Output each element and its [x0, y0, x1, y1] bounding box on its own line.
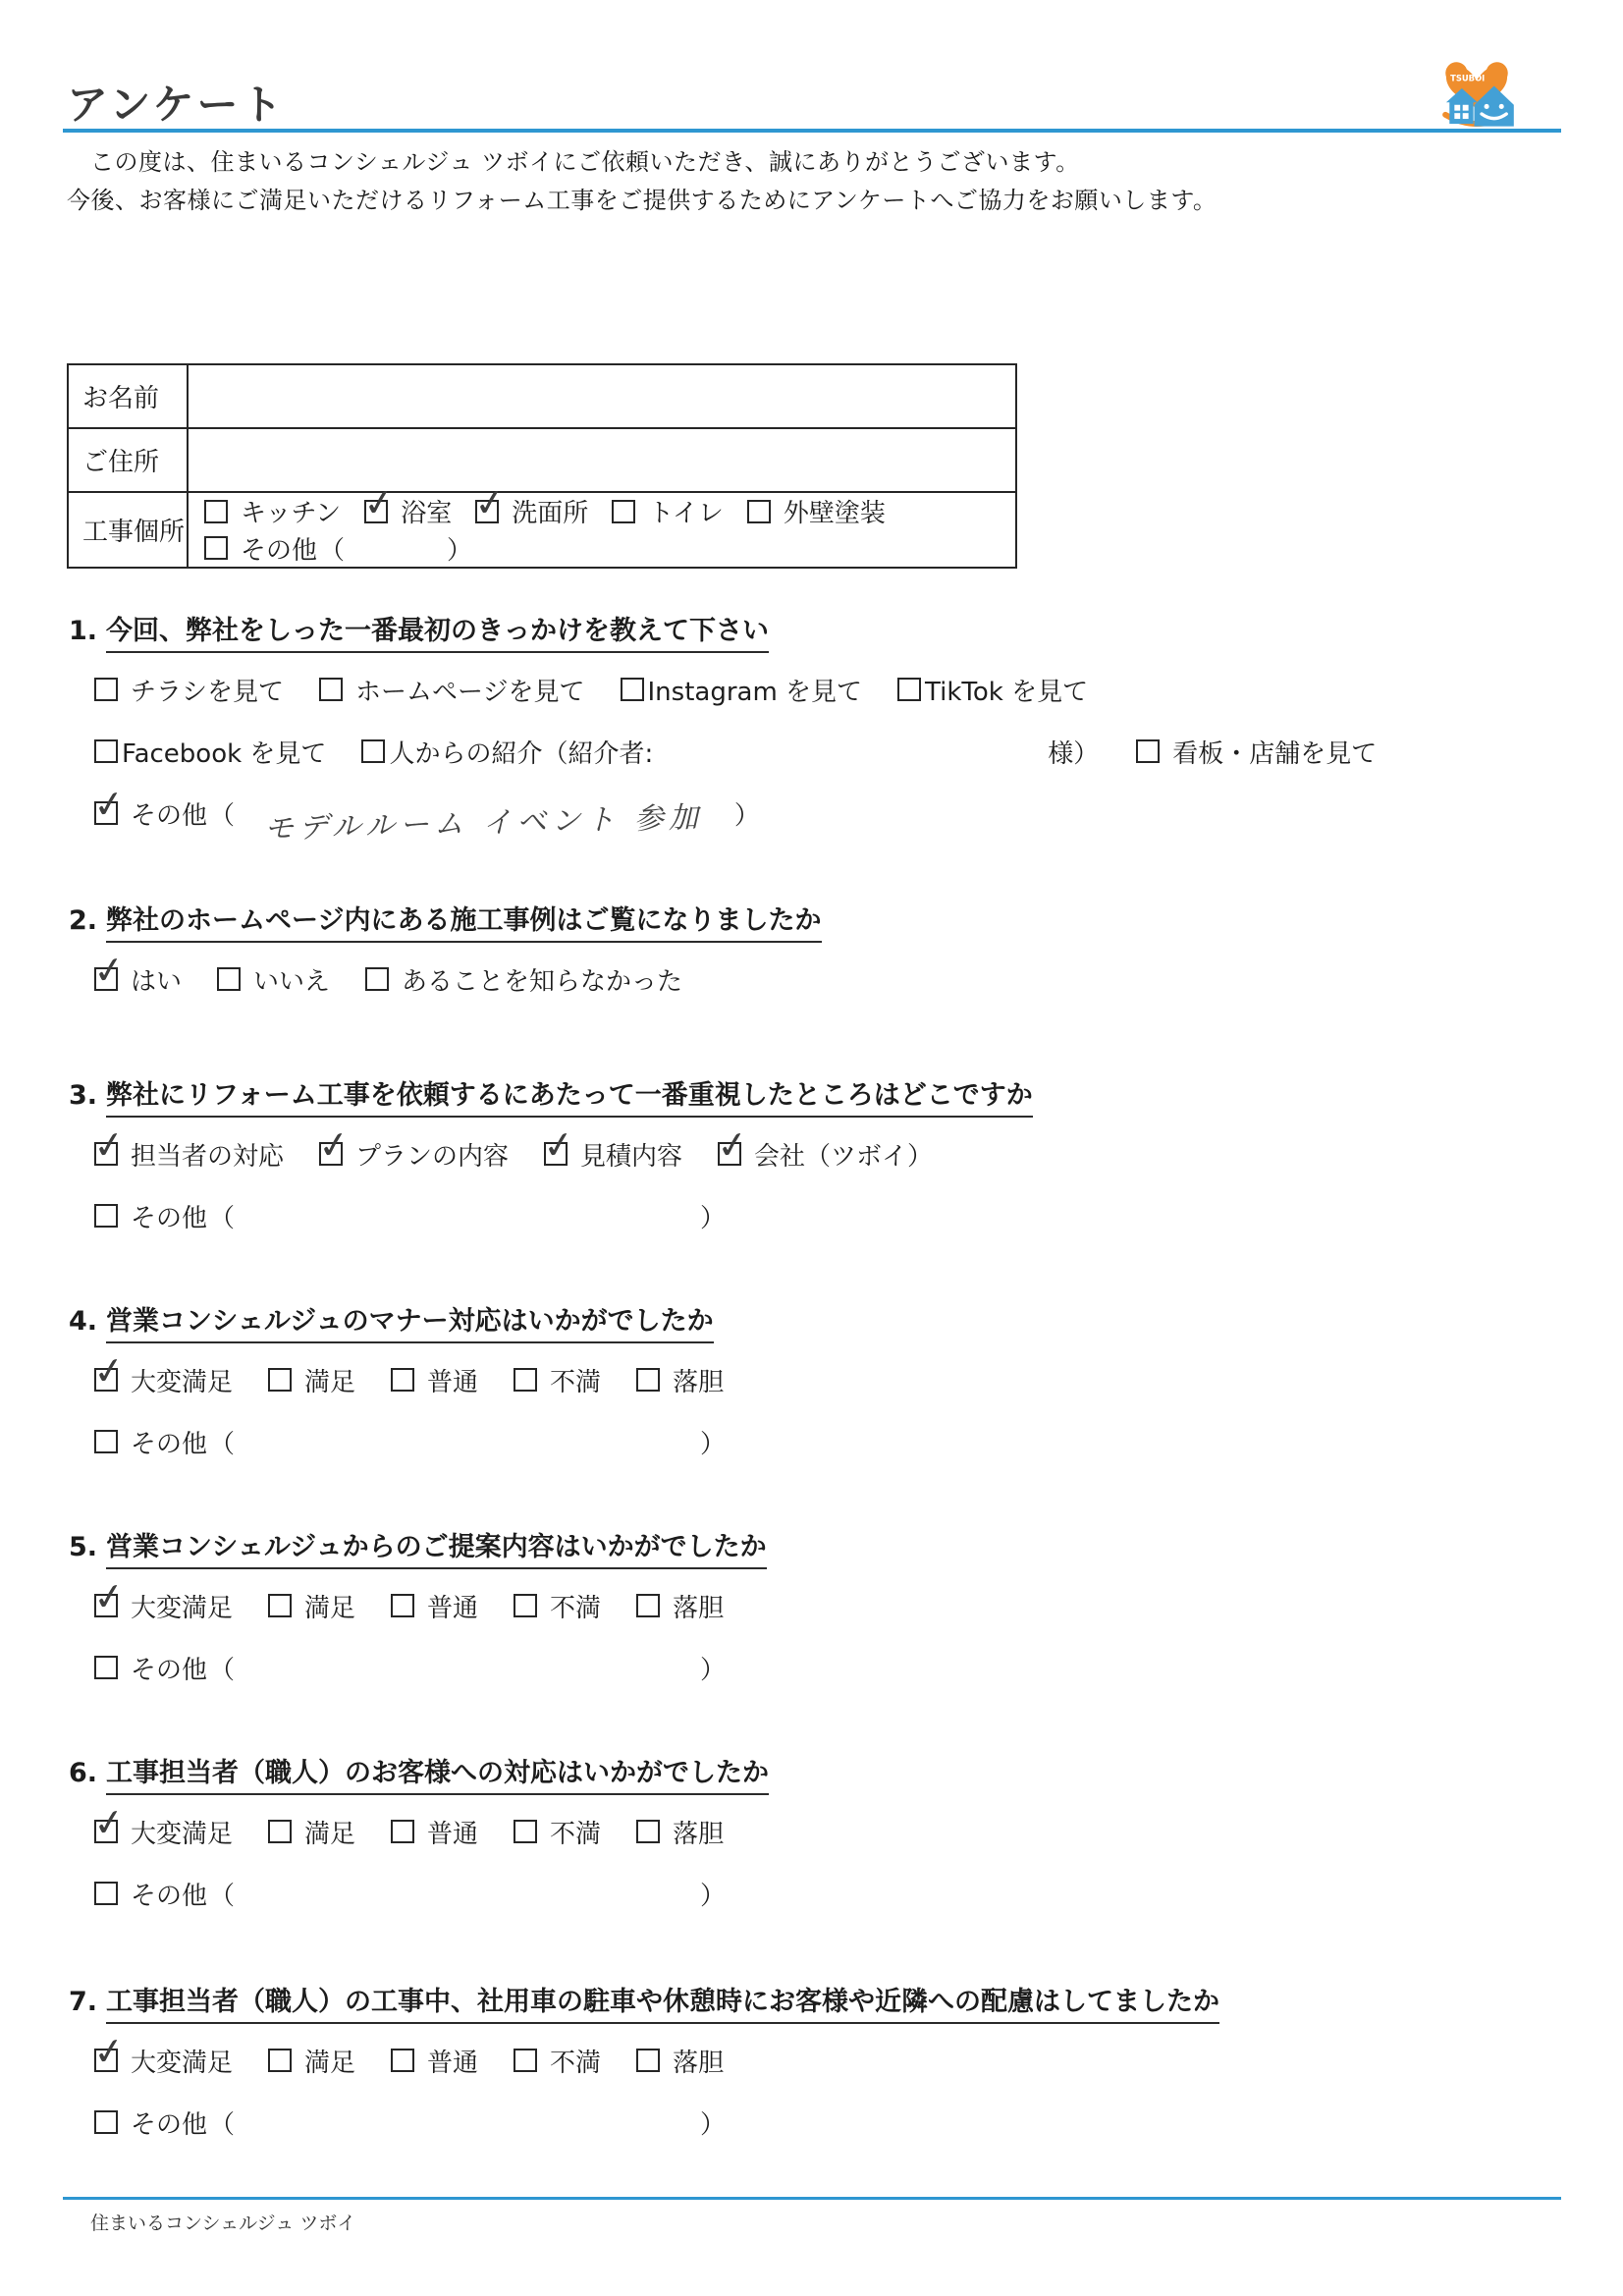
- checkbox-icon[interactable]: [204, 536, 228, 560]
- checkbox-icon[interactable]: [621, 678, 644, 701]
- option-label: 見積内容: [580, 1141, 683, 1172]
- write-in-blank[interactable]: [237, 1667, 698, 1668]
- checkbox-option[interactable]: [90, 1347, 234, 1398]
- option-label: その他: [131, 1881, 208, 1911]
- checkbox-option[interactable]: [90, 1573, 234, 1624]
- option-label: その他: [131, 1655, 208, 1685]
- option-row: [90, 1347, 1571, 1400]
- checkbox-icon[interactable]: [361, 739, 385, 763]
- paren-close: ）: [733, 800, 760, 831]
- option-label: 普通: [427, 2048, 479, 2078]
- option-row: [94, 1647, 1571, 1688]
- checkbox-icon[interactable]: [94, 2110, 118, 2134]
- option-label: 落胆: [673, 1593, 725, 1623]
- question-number: 7.: [69, 1987, 98, 2017]
- write-in-blank[interactable]: [237, 1215, 698, 1217]
- checkbox-option[interactable]: [391, 1588, 478, 1624]
- check-mark-icon: ✓: [90, 947, 128, 994]
- question-title-text: 営業コンシェルジュのマナー対応はいかがでしたか: [106, 1306, 714, 1343]
- option-label: 落胆: [673, 1819, 725, 1849]
- question-title-text: 工事担当者（職人）の工事中、社用車の駐車や休憩時にお客様や近隣への配慮はしてましたか: [106, 1987, 1219, 2024]
- checkbox-icon[interactable]: [514, 1594, 537, 1617]
- question-title: [69, 1299, 1571, 1339]
- checkbox-icon[interactable]: [747, 500, 771, 523]
- paren-close: ）: [700, 1655, 727, 1685]
- checkbox-icon[interactable]: [897, 678, 921, 701]
- paren-close: ）: [700, 1429, 727, 1459]
- option-row: [90, 1573, 1571, 1626]
- question-number: 4.: [69, 1306, 98, 1337]
- paren-open: （: [209, 1203, 236, 1233]
- option-label: その他: [131, 1429, 208, 1459]
- option-label: 不満: [550, 1593, 602, 1623]
- question-title: [69, 609, 1571, 648]
- checkbox-icon[interactable]: [391, 1594, 414, 1617]
- checkbox-icon[interactable]: [268, 1368, 292, 1392]
- question-number: 5.: [69, 1532, 98, 1562]
- question-7: [69, 1980, 1571, 2143]
- option-label: その他: [131, 2109, 208, 2140]
- table-row-address: [68, 428, 1016, 492]
- option-label: 不満: [550, 1367, 602, 1397]
- option-label: その他: [131, 800, 208, 831]
- option-row: [94, 731, 1571, 772]
- paren-close: ）: [700, 2109, 727, 2140]
- checkbox-option[interactable]: [94, 1876, 728, 1912]
- checkbox-icon[interactable]: [391, 1820, 414, 1843]
- checkbox-option[interactable]: [268, 1814, 355, 1850]
- customer-info-table: [67, 363, 1017, 569]
- checkbox-icon[interactable]: [365, 967, 389, 991]
- question-number: 3.: [69, 1080, 98, 1111]
- checkbox-icon[interactable]: [636, 2049, 660, 2072]
- check-mark-icon: ✓: [360, 478, 398, 526]
- option-label: 満足: [304, 1819, 356, 1849]
- option-label: 普通: [427, 1367, 479, 1397]
- checkbox-option[interactable]: [514, 1362, 601, 1398]
- name-row-label: お名前: [68, 364, 188, 428]
- checkbox-option[interactable]: [391, 2043, 478, 2079]
- question-5: [69, 1525, 1571, 1688]
- checkbox-icon[interactable]: [391, 2049, 414, 2072]
- paren-open: （: [209, 2109, 236, 2140]
- write-in-blank[interactable]: [347, 547, 445, 549]
- paren-open: （: [209, 1655, 236, 1685]
- option-label: チラシを見て: [131, 677, 285, 707]
- checkbox-option[interactable]: [391, 1814, 478, 1850]
- question-title-text: 今回、弊社をしった一番最初のきっかけを教えて下さい: [106, 616, 769, 653]
- title-divider: [63, 129, 1561, 133]
- paren-open: （: [209, 1429, 236, 1459]
- option-label: はい: [131, 966, 183, 997]
- checkbox-option[interactable]: [268, 1588, 355, 1624]
- checkbox-option[interactable]: [204, 493, 341, 529]
- checkbox-option[interactable]: [514, 2043, 601, 2079]
- option-label: TikTok を見て: [925, 677, 1089, 707]
- intro-line-1: この度は、住まいるコンシェルジュ ツボイにご依頼いただき、誠にありがとうございます。: [90, 148, 1080, 176]
- checkbox-option[interactable]: [94, 734, 326, 770]
- checkbox-option[interactable]: [361, 734, 1101, 770]
- option-row: [94, 1195, 1571, 1236]
- option-label: 担当者の対応: [131, 1141, 285, 1172]
- option-label: 不満: [550, 1819, 602, 1849]
- question-title-text: 弊社にリフォーム工事を依頼するにあたって一番重視したところはどこですか: [106, 1080, 1033, 1118]
- option-row: [94, 2102, 1571, 2143]
- option-label: 普通: [427, 1593, 479, 1623]
- option-row: [90, 1799, 1571, 1852]
- checkbox-option[interactable]: [268, 2043, 355, 2079]
- check-mark-icon: ✓: [90, 1121, 128, 1169]
- question-title-text: 営業コンシェルジュからのご提案内容はいかがでしたか: [106, 1532, 767, 1569]
- checkbox-icon[interactable]: [94, 1656, 118, 1679]
- option-label: 看板・店舗を見て: [1172, 738, 1378, 769]
- option-label: 落胆: [673, 1367, 725, 1397]
- checkbox-icon[interactable]: [217, 967, 241, 991]
- checkbox-option[interactable]: [319, 672, 584, 708]
- address-input-area[interactable]: [188, 428, 1016, 492]
- checkbox-option[interactable]: [391, 1362, 478, 1398]
- check-mark-icon: ✓: [90, 1347, 128, 1394]
- checkbox-option[interactable]: [90, 781, 762, 847]
- option-label: 人からの紹介（紹介者:: [389, 738, 654, 769]
- footer-company-name: 住まいるコンシェルジュ ツボイ: [90, 2213, 356, 2234]
- option-label: プランの内容: [355, 1141, 510, 1172]
- checkbox-icon[interactable]: [636, 1368, 660, 1392]
- table-row-work-location: [68, 492, 1016, 568]
- checkbox-option[interactable]: [268, 1362, 355, 1398]
- checkbox-option[interactable]: [514, 1588, 601, 1624]
- paren-open: （: [209, 800, 236, 831]
- option-label: 大変満足: [131, 1367, 234, 1397]
- check-mark-icon: ✓: [90, 781, 128, 828]
- option-label: 大変満足: [131, 1593, 234, 1623]
- paren-open: （: [319, 535, 346, 566]
- option-label: 普通: [427, 1819, 479, 1849]
- question-number: 2.: [69, 905, 98, 936]
- checkbox-icon[interactable]: [1136, 739, 1160, 763]
- checkbox-checked-icon[interactable]: [90, 1121, 128, 1169]
- checkbox-option[interactable]: [94, 2105, 728, 2141]
- paren-close: ）: [700, 1881, 727, 1911]
- intro-line-2: 今後、お客様にご満足いただけるリフォーム工事をご提供するためにアンケートへご協力をお願いします。: [67, 187, 1217, 214]
- write-in-blank[interactable]: [653, 750, 1046, 752]
- option-label: 不満: [550, 2048, 602, 2078]
- checkbox-option[interactable]: [90, 2028, 234, 2079]
- checkbox-icon[interactable]: [514, 1368, 537, 1392]
- checkbox-icon[interactable]: [94, 1430, 118, 1453]
- address-row-label: ご住所: [68, 428, 188, 492]
- question-number: 1.: [69, 616, 98, 646]
- checkbox-option[interactable]: [315, 1121, 510, 1173]
- checkbox-option[interactable]: [360, 478, 453, 529]
- checkbox-option[interactable]: [1136, 734, 1377, 770]
- checkbox-option[interactable]: [612, 493, 724, 529]
- page-title: アンケート: [67, 81, 286, 129]
- checkbox-option[interactable]: [94, 1198, 728, 1234]
- checkbox-icon[interactable]: [391, 1368, 414, 1392]
- checkbox-checked-icon[interactable]: [471, 478, 509, 526]
- option-label: 落胆: [673, 2048, 725, 2078]
- checkbox-option[interactable]: [897, 672, 1088, 708]
- option-label: ホームページを見て: [355, 677, 585, 707]
- checkbox-option[interactable]: [636, 1362, 724, 1398]
- checkbox-checked-icon[interactable]: [315, 1121, 352, 1169]
- check-mark-icon: ✓: [90, 1799, 128, 1846]
- write-in-blank[interactable]: [703, 812, 732, 814]
- checkbox-option[interactable]: [747, 493, 886, 529]
- option-row: [94, 1873, 1571, 1914]
- checkbox-icon[interactable]: [268, 1594, 292, 1617]
- checkbox-icon[interactable]: [94, 1882, 118, 1905]
- checkbox-icon[interactable]: [319, 678, 343, 701]
- checkbox-icon[interactable]: [636, 1820, 660, 1843]
- checkbox-option[interactable]: [204, 530, 474, 567]
- question-title-text: 弊社のホームページ内にある施工事例はご覧になりましたか: [106, 905, 821, 943]
- option-row: [90, 2028, 1571, 2081]
- checkbox-checked-icon[interactable]: [90, 781, 128, 828]
- option-label: トイレ: [648, 499, 724, 528]
- checkbox-option[interactable]: [94, 672, 284, 708]
- name-input-area[interactable]: [188, 364, 1016, 428]
- checkbox-checked-icon[interactable]: [540, 1121, 577, 1169]
- check-mark-icon: ✓: [90, 1573, 128, 1620]
- write-in-blank[interactable]: [237, 1892, 698, 1894]
- checkbox-icon[interactable]: [612, 500, 635, 523]
- option-label: Instagram を見て: [647, 677, 863, 707]
- checkbox-option[interactable]: [471, 478, 589, 529]
- question-number: 6.: [69, 1758, 98, 1788]
- option-label: 満足: [304, 1593, 356, 1623]
- work-location-row-label: 工事個所: [68, 492, 188, 568]
- checkbox-checked-icon[interactable]: [360, 478, 398, 526]
- option-label: その他: [241, 535, 318, 566]
- option-label: 満足: [304, 1367, 356, 1397]
- question-1: [69, 609, 1571, 847]
- question-title: [69, 899, 1571, 938]
- question-2: [69, 899, 1571, 1000]
- option-label: 会社（ツボイ）: [754, 1141, 934, 1172]
- checkbox-option[interactable]: [636, 1588, 724, 1624]
- checkbox-option[interactable]: [90, 947, 183, 998]
- checkbox-checked-icon[interactable]: [90, 1573, 128, 1620]
- option-label: 浴室: [401, 499, 453, 528]
- option-label: 洗面所: [512, 499, 589, 528]
- work-location-options: [188, 478, 1016, 568]
- question-title: [69, 1751, 1571, 1790]
- checkbox-option[interactable]: [514, 1814, 601, 1850]
- checkbox-icon[interactable]: [94, 678, 118, 701]
- check-mark-icon: ✓: [315, 1121, 352, 1169]
- logo-text: TSUBOI: [1450, 73, 1486, 83]
- checkbox-icon[interactable]: [514, 2049, 537, 2072]
- paren-close: ）: [700, 1203, 727, 1233]
- write-in-blank[interactable]: [237, 1441, 698, 1443]
- option-label: その他: [131, 1203, 208, 1233]
- check-mark-icon: ✓: [471, 478, 509, 526]
- table-row-name: [68, 364, 1016, 428]
- paren-close: ）: [447, 535, 473, 566]
- write-in-blank[interactable]: [237, 2121, 698, 2123]
- checkbox-icon[interactable]: [268, 2049, 292, 2072]
- handwritten-answer: モデルルーム イベント 参加: [263, 800, 704, 847]
- question-title: [69, 1525, 1571, 1564]
- option-label: Facebook を見て: [122, 738, 327, 769]
- checkbox-checked-icon[interactable]: [90, 1799, 128, 1846]
- checkbox-checked-icon[interactable]: [90, 1347, 128, 1394]
- option-label: 大変満足: [131, 1819, 234, 1849]
- option-row: [94, 1421, 1571, 1462]
- option-label: いいえ: [253, 966, 331, 997]
- checkbox-option[interactable]: [90, 1799, 234, 1850]
- checkbox-icon[interactable]: [94, 739, 118, 763]
- checkbox-checked-icon[interactable]: [90, 947, 128, 994]
- option-row: [90, 1121, 1571, 1175]
- checkbox-option[interactable]: [714, 1121, 934, 1173]
- option-row: [90, 947, 1571, 1000]
- question-title: [69, 1980, 1571, 2019]
- option-row: [90, 781, 1571, 847]
- question-3: [69, 1073, 1571, 1236]
- checkbox-option[interactable]: [636, 2043, 724, 2079]
- question-title: [69, 1073, 1571, 1113]
- checkbox-option[interactable]: [540, 1121, 683, 1173]
- option-label: 外壁塗装: [783, 499, 886, 528]
- tsuboi-logo: [1435, 55, 1518, 132]
- checkbox-checked-icon[interactable]: [90, 2028, 128, 2075]
- question-4: [69, 1299, 1571, 1462]
- option-label: 大変満足: [131, 2048, 234, 2078]
- checkbox-icon[interactable]: [514, 1820, 537, 1843]
- option-label: 満足: [304, 2048, 356, 2078]
- checkbox-checked-icon[interactable]: [714, 1121, 751, 1169]
- checkbox-option[interactable]: [636, 1814, 724, 1850]
- checkbox-option[interactable]: [365, 961, 682, 998]
- option-label: あることを知らなかった: [402, 966, 683, 997]
- footer-divider: [63, 2197, 1561, 2200]
- paren-close: 様）: [1048, 738, 1100, 769]
- check-mark-icon: ✓: [90, 2028, 128, 2075]
- paren-open: （: [209, 1881, 236, 1911]
- option-label: キッチン: [241, 499, 342, 528]
- question-6: [69, 1751, 1571, 1914]
- checkbox-option[interactable]: [90, 1121, 285, 1173]
- checkbox-icon[interactable]: [268, 1820, 292, 1843]
- question-title-text: 工事担当者（職人）のお客様への対応はいかがでしたか: [106, 1758, 769, 1795]
- checkbox-icon[interactable]: [636, 1594, 660, 1617]
- checkbox-option[interactable]: [621, 672, 863, 708]
- check-mark-icon: ✓: [714, 1121, 751, 1169]
- checkbox-option[interactable]: [94, 1650, 728, 1686]
- checkbox-option[interactable]: [94, 1424, 728, 1460]
- check-mark-icon: ✓: [540, 1121, 577, 1169]
- checkbox-icon[interactable]: [204, 500, 228, 523]
- checkbox-icon[interactable]: [94, 1204, 118, 1228]
- checkbox-option[interactable]: [217, 961, 330, 998]
- option-row: [94, 669, 1571, 710]
